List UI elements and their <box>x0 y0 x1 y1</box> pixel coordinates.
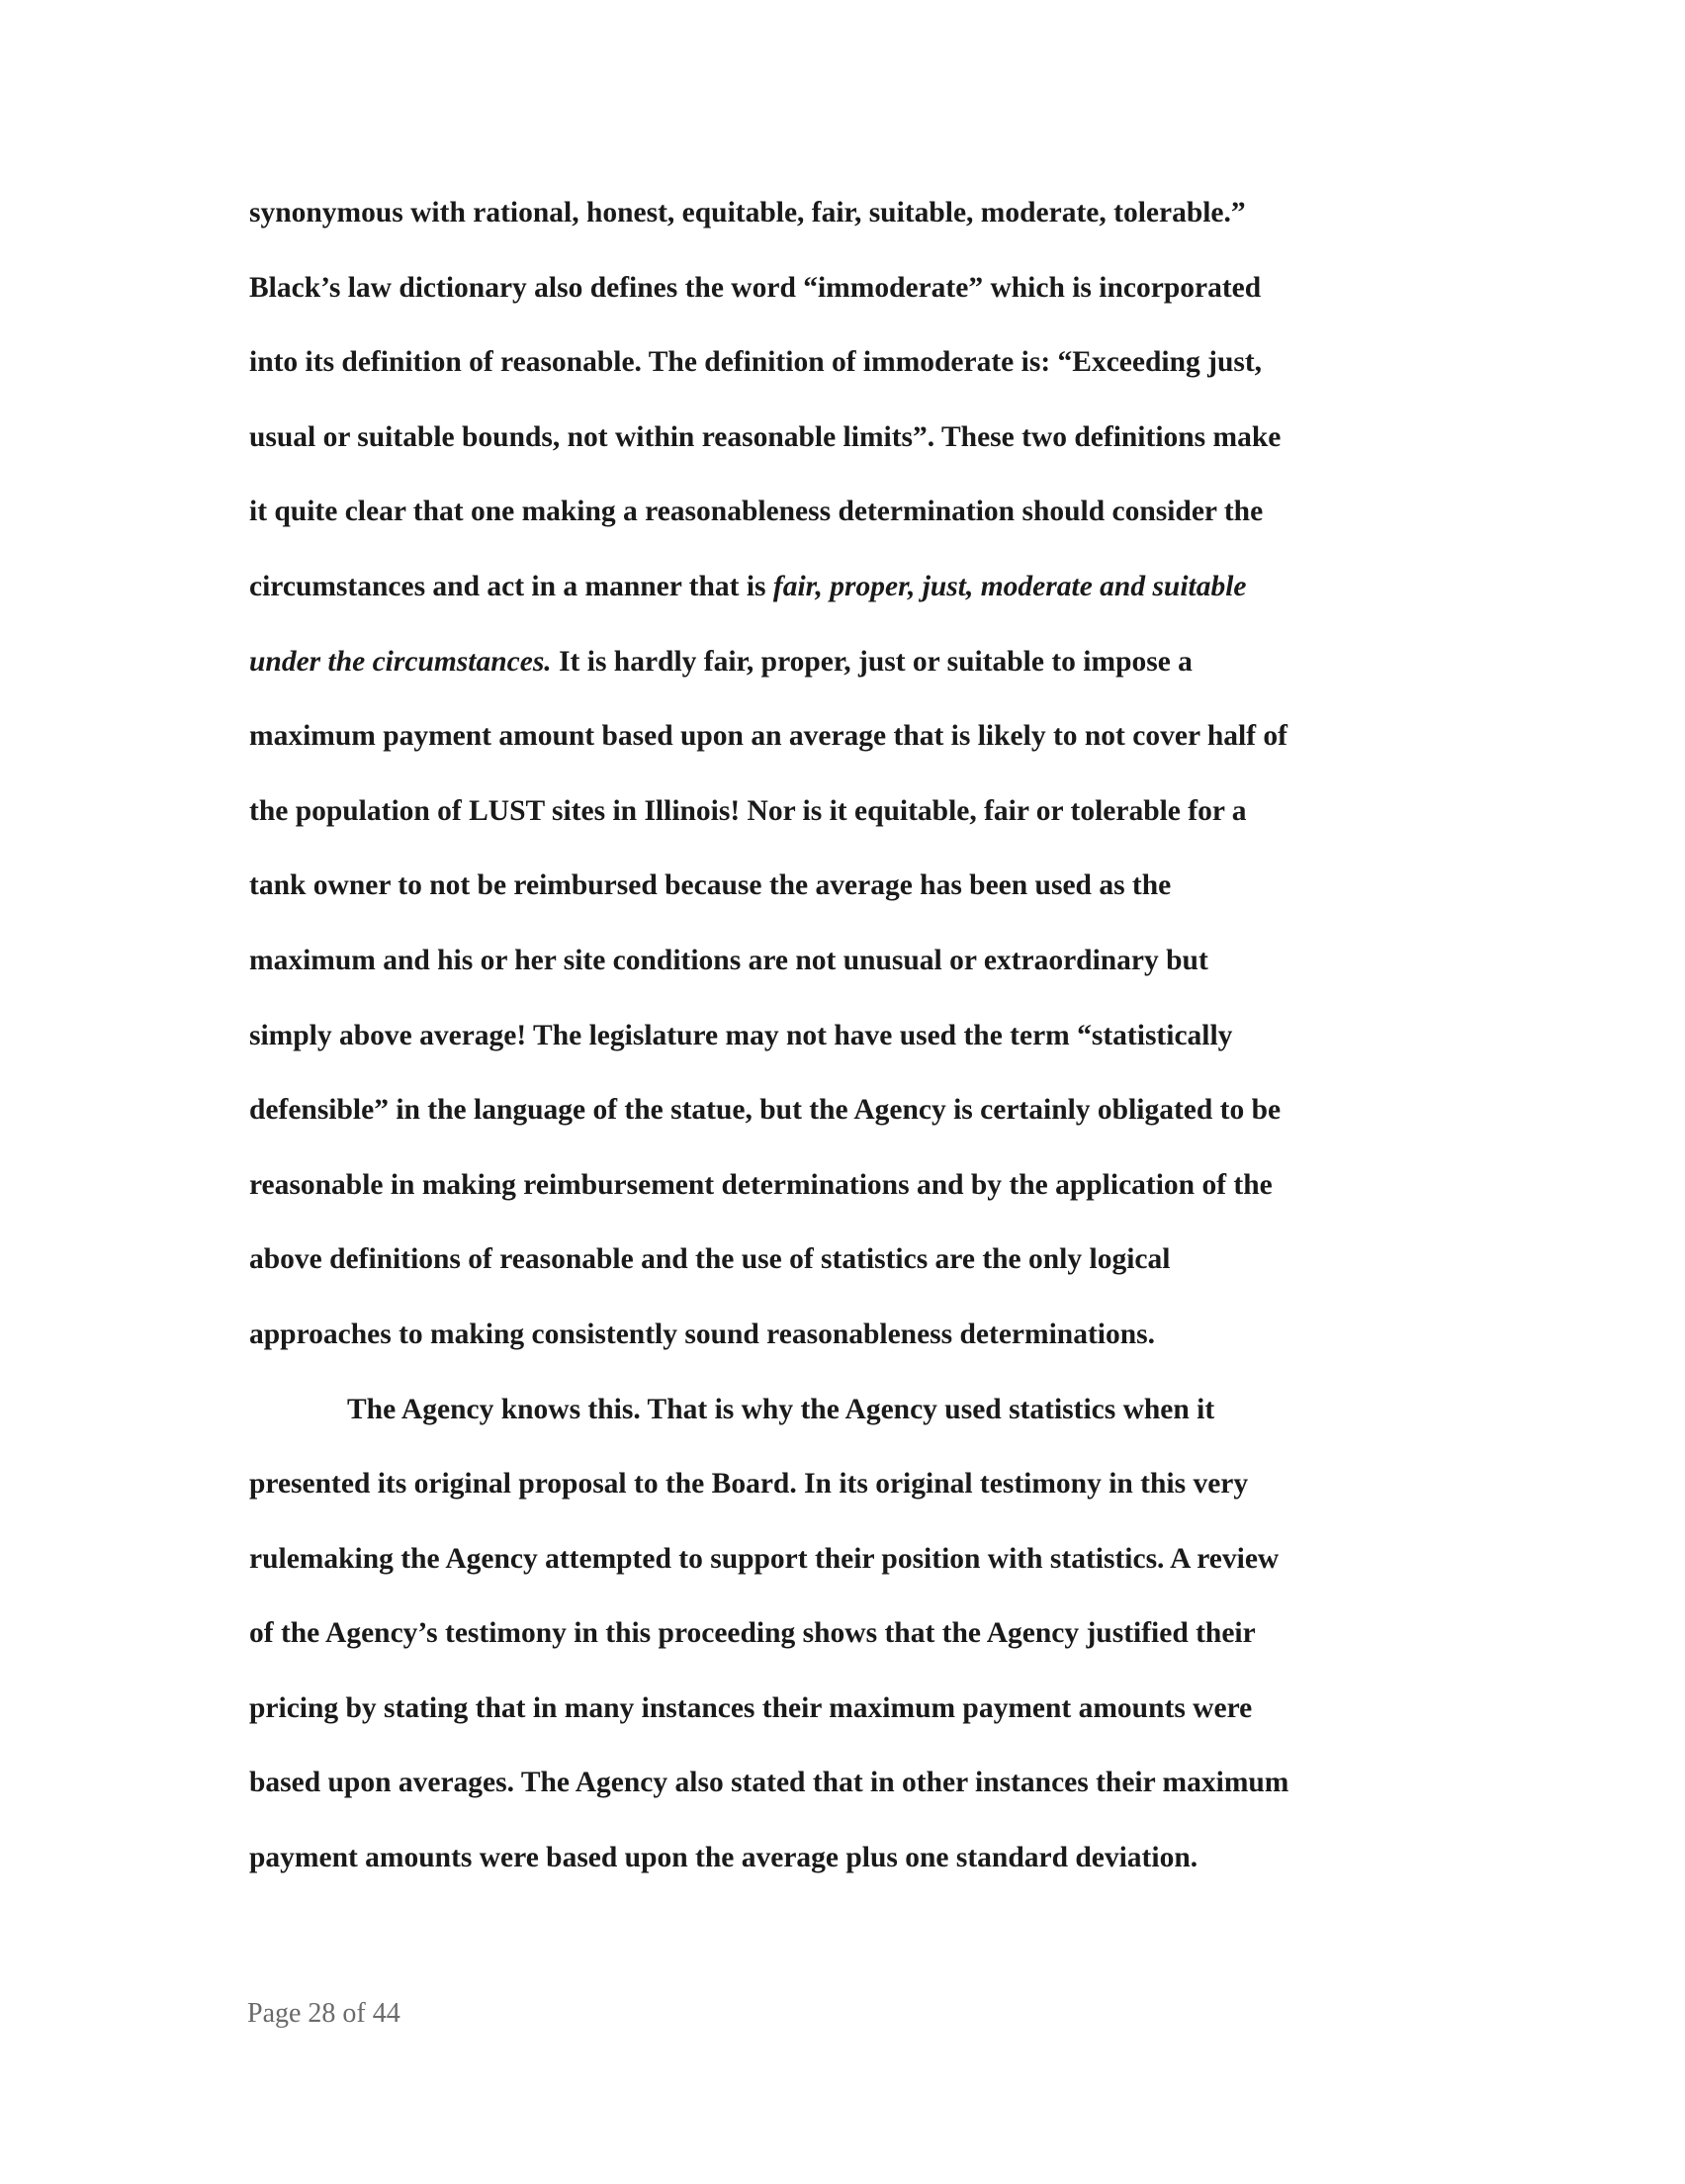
text-line: maximum and his or her site conditions are not unusual or extraordinary but <box>249 944 1208 976</box>
text-line: approaches to making consistently sound reasonableness determinations. <box>249 1318 1155 1350</box>
text-line: the population of LUST sites in Illinois! Nor is it equitable, fair or tolerable for a <box>249 794 1247 827</box>
text-line: reasonable in making reimbursement determinations and by the application of the <box>249 1168 1273 1201</box>
text-line: synonymous with rational, honest, equitable, fair, suitable, moderate, tolerable.” <box>249 197 1246 228</box>
text-segment: circumstances and act in a manner that is <box>249 570 773 602</box>
text-line: simply above average! The legislature may not have used the term “statistically <box>249 1019 1233 1051</box>
text-line: maximum payment amount based upon an average that is likely to not cover half of <box>249 720 1288 753</box>
text-line: Black’s law dictionary also defines the word “immoderate” which is incorporated <box>249 271 1262 304</box>
text-line: rulemaking the Agency attempted to support their position with statistics. A review <box>249 1542 1280 1575</box>
text-line: into its definition of reasonable. The definition of immoderate is: “Exceeding just, <box>249 346 1263 379</box>
page-number-footer: Page 28 of 44 <box>247 1998 400 2029</box>
text-segment: It is hardly fair, proper, just or suitable to impose a <box>551 645 1193 678</box>
text-line: tank owner to not be reimbursed because the average has been used as the <box>249 869 1172 902</box>
text-line <box>249 633 1456 708</box>
text-line: based upon averages. The Agency also stated that in other instances their maximum <box>249 1767 1289 1799</box>
text-line: above definitions of reasonable and the use of statistics are the only logical <box>249 1243 1171 1276</box>
text-line: of the Agency’s testimony in this proceeding shows that the Agency justified their <box>249 1617 1256 1650</box>
italic-phrase: under the circumstances. <box>249 645 552 678</box>
body-text <box>249 184 1456 1904</box>
text-line: usual or suitable bounds, not within reasonable limits”. These two definitions make <box>249 420 1282 453</box>
text-line <box>249 558 1456 633</box>
paragraph-first-line: The Agency knows this. That is why the Agency used statistics when it <box>347 1393 1215 1425</box>
text-line: defensible” in the language of the statue, but the Agency is certainly obligated to be <box>249 1094 1282 1127</box>
text-line: payment amounts were based upon the average plus one standard deviation. <box>249 1842 1198 1874</box>
text-line: presented its original proposal to the Board. In its original testimony in this very <box>249 1468 1249 1501</box>
italic-phrase: fair, proper, just, moderate and suitable <box>772 570 1247 602</box>
text-line: it quite clear that one making a reasonableness determination should consider the <box>249 496 1264 528</box>
text-line: pricing by stating that in many instances their maximum payment amounts were <box>249 1691 1253 1724</box>
